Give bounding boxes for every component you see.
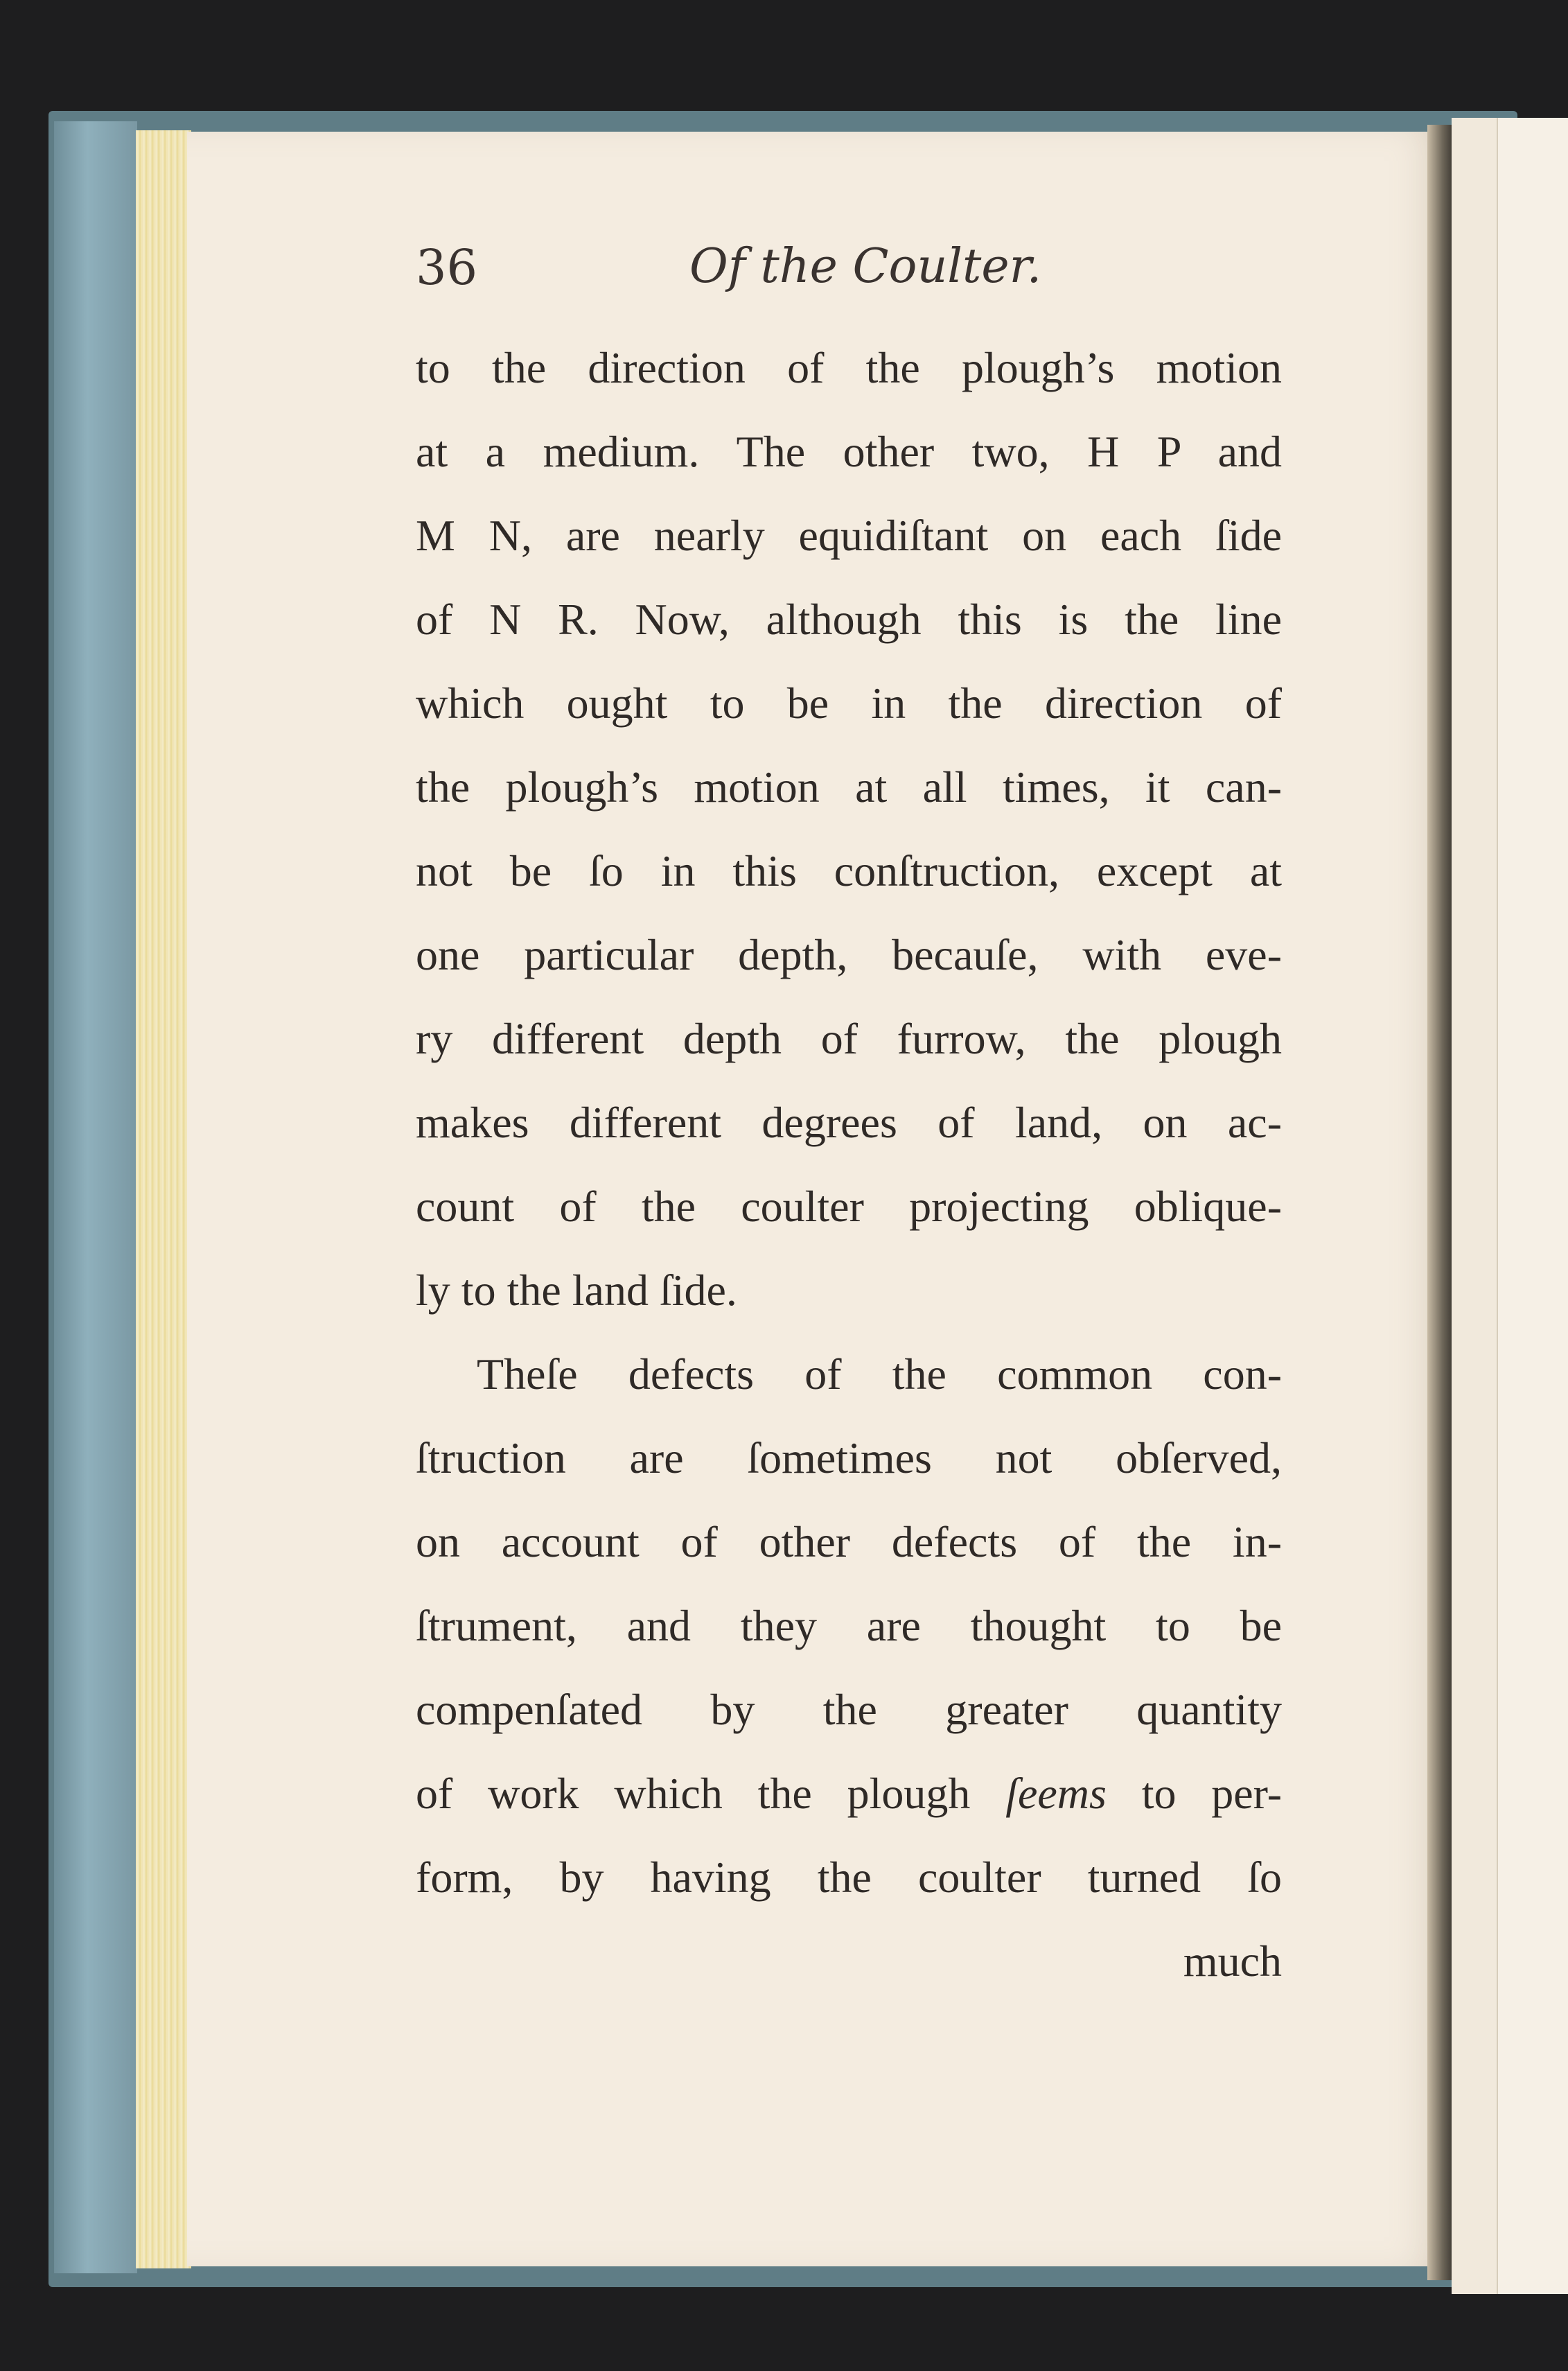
text-line: of N R. Now, although this is the line bbox=[416, 595, 1282, 644]
page-header bbox=[416, 239, 1282, 308]
running-title: Of the Coulter. bbox=[689, 239, 1042, 294]
text-segment: of work which the plough bbox=[416, 1769, 971, 1818]
text-line: makes different degrees of land, on ac- bbox=[416, 1098, 1282, 1147]
paragraph-first-line: Theſe defects of the common con- bbox=[477, 1349, 1282, 1399]
text-line: to the direction of the plough’s motion bbox=[416, 343, 1282, 392]
cover-spine-edge bbox=[54, 121, 137, 2273]
body-text bbox=[416, 326, 1282, 2003]
page-number: 36 bbox=[416, 239, 478, 296]
text-line: which ought to be in the direction of bbox=[416, 679, 1282, 728]
catchword: much bbox=[1183, 1936, 1282, 1986]
facing-page-edge bbox=[1497, 118, 1568, 2294]
text-line: on account of other defects of the in- bbox=[416, 1517, 1282, 1566]
text-line: form, by having the coulter turned ſo bbox=[416, 1853, 1282, 1902]
text-line: M N, are nearly equidiſtant on each ſide bbox=[416, 511, 1282, 560]
text-line: not be ſo in this conſtruction, except at bbox=[416, 846, 1282, 895]
text-line: one particular depth, becauſe, with eve- bbox=[416, 930, 1282, 979]
italic-word: ſeems bbox=[1005, 1769, 1107, 1818]
text-line-with-italic bbox=[416, 1751, 1282, 1835]
page-gutter bbox=[1427, 125, 1454, 2280]
text-line: ry different depth of furrow, the plough bbox=[416, 1014, 1282, 1063]
text-line: ſtrument, and they are thought to be bbox=[416, 1601, 1282, 1650]
text-line: at a medium. The other two, H P and bbox=[416, 427, 1282, 476]
text-segment: to per- bbox=[1141, 1769, 1283, 1818]
text-line: compenſated by the greater quantity bbox=[416, 1685, 1282, 1734]
page-edges bbox=[136, 130, 191, 2268]
text-line: ſtruction are ſometimes not obſerved, bbox=[416, 1433, 1282, 1482]
text-line: ly to the land ſide. bbox=[416, 1266, 737, 1315]
text-line: the plough’s motion at all times, it can- bbox=[416, 762, 1282, 812]
text-line: count of the coulter projecting oblique- bbox=[416, 1182, 1282, 1231]
